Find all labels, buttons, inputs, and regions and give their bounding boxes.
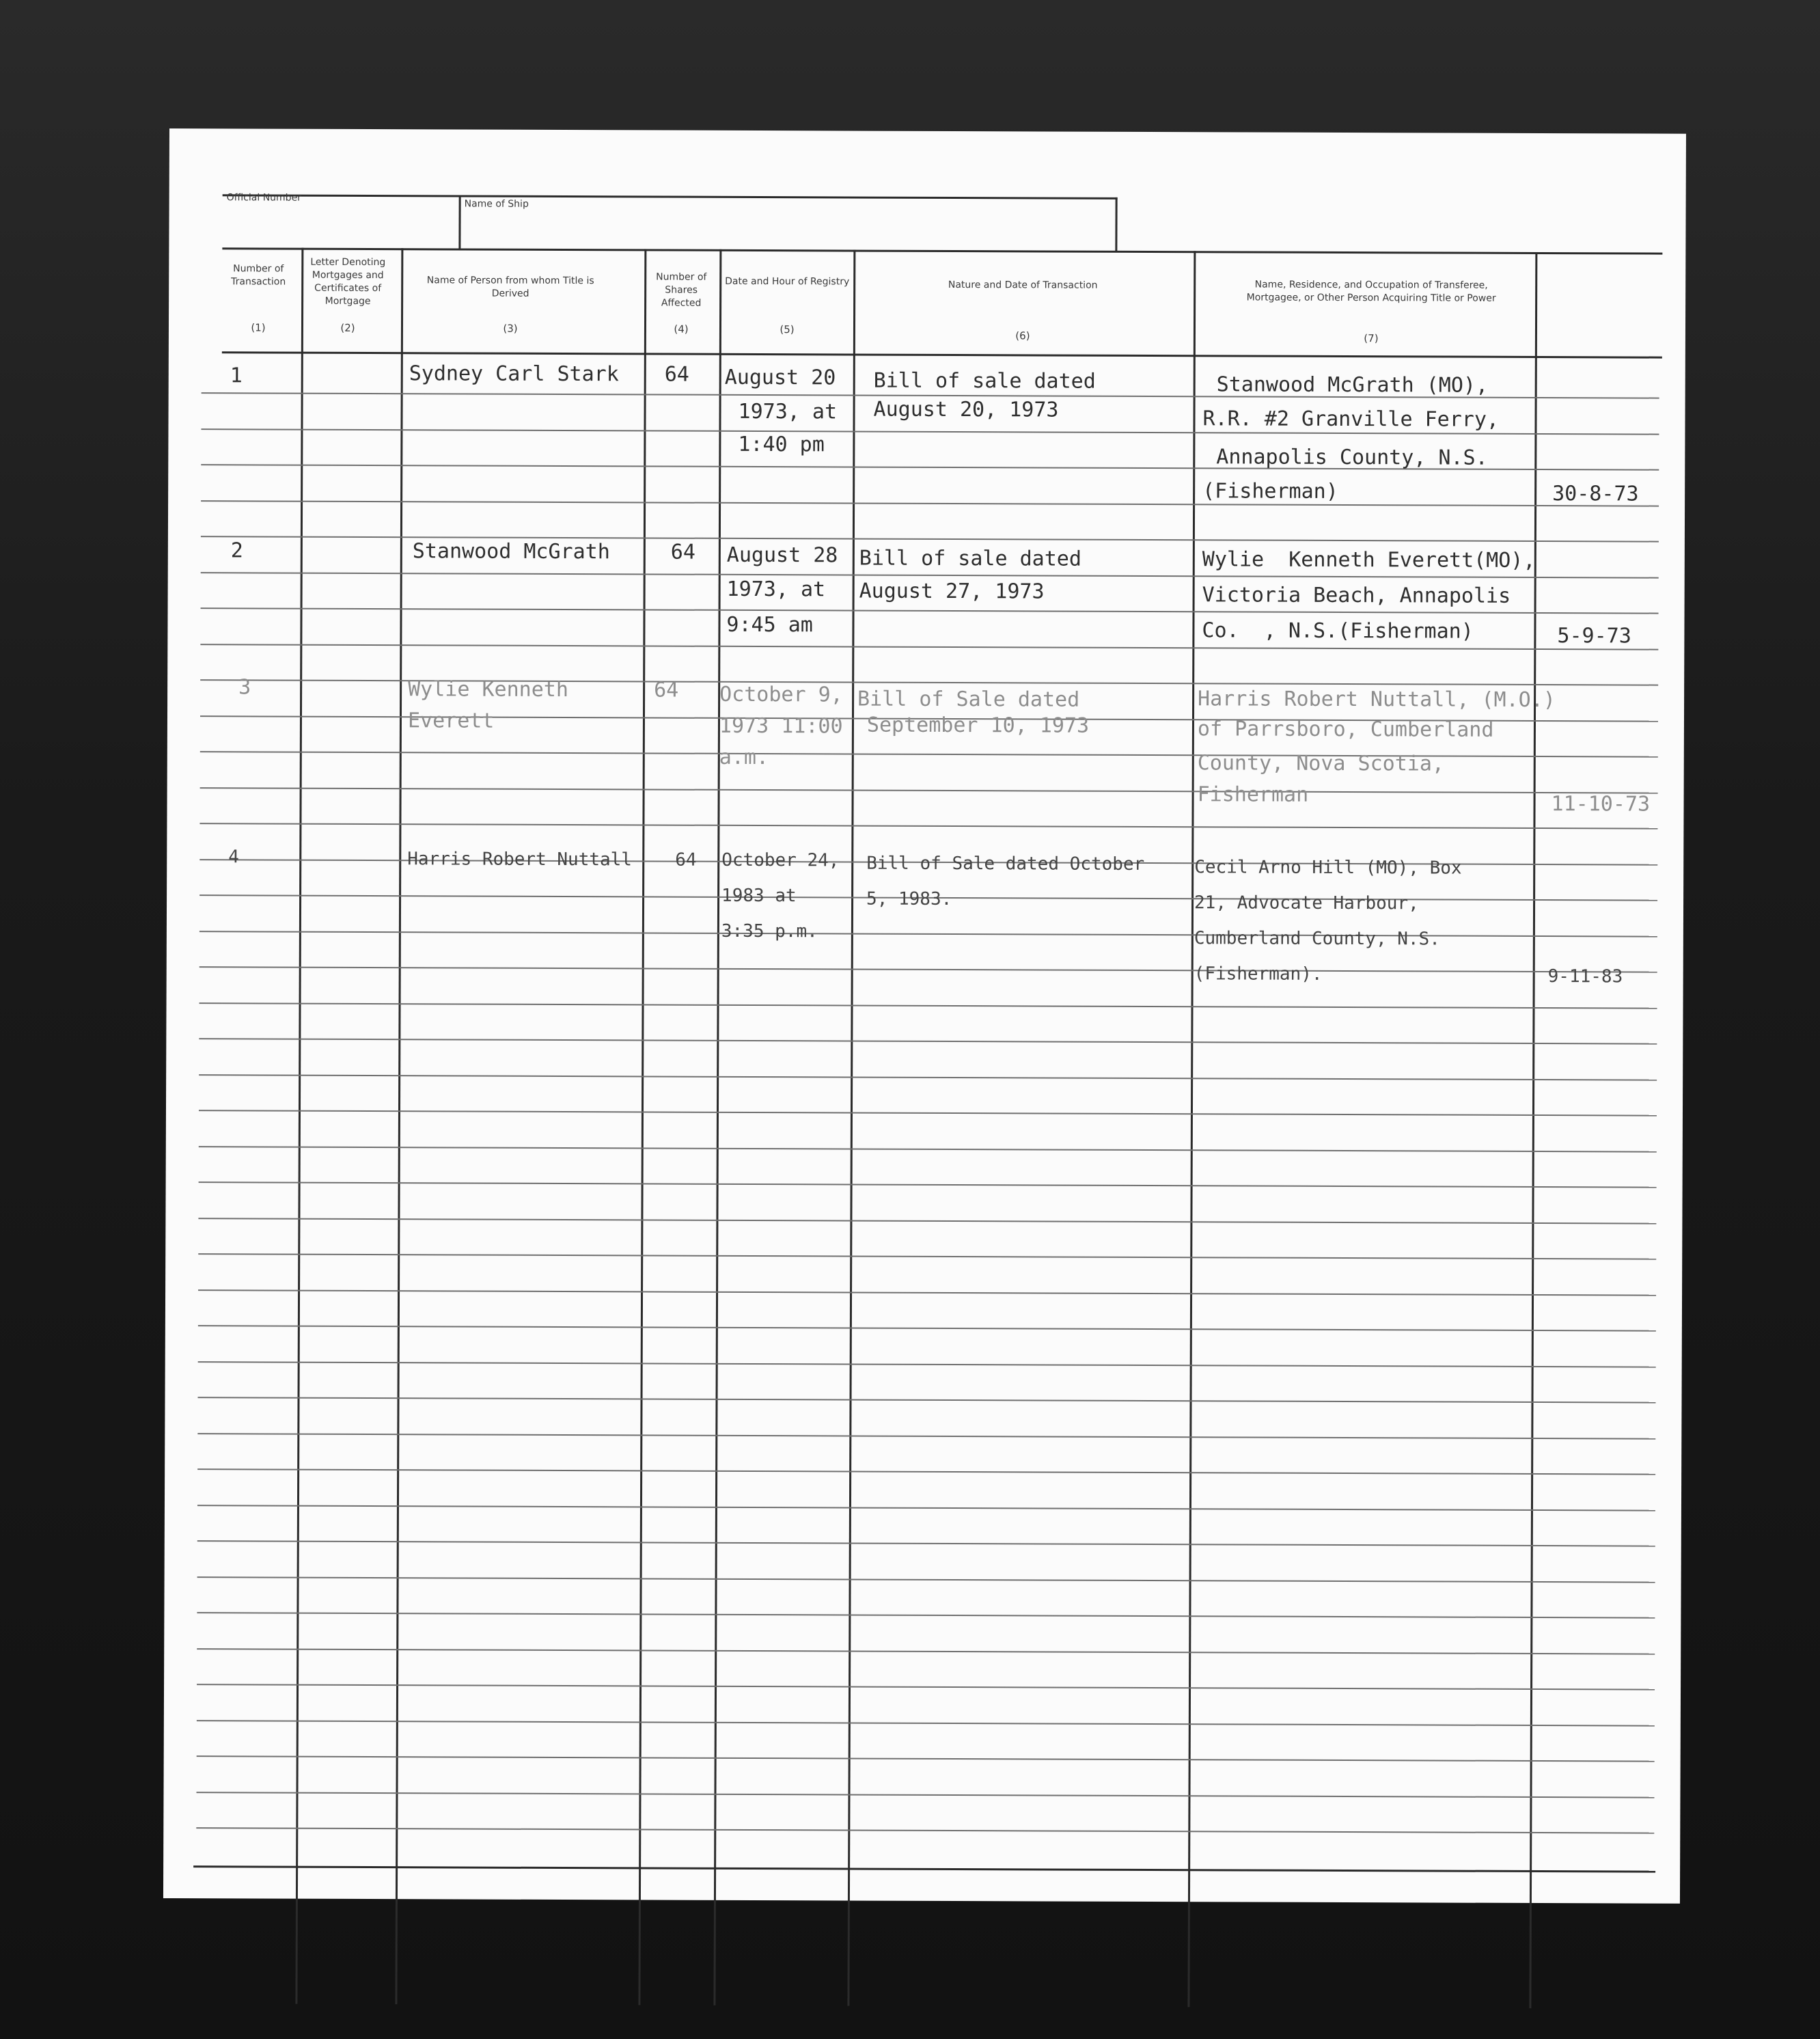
col-rule-3 xyxy=(638,249,646,2005)
entry-from: Stanwood McGrath xyxy=(412,539,610,564)
entry-shares: 64 xyxy=(675,849,697,871)
entry-transferee-line: Wylie Kenneth Everett(MO), xyxy=(1202,547,1536,573)
entry-registry-line: 1973 11:00 xyxy=(719,713,843,739)
entry-registry-line: a.m. xyxy=(719,745,769,770)
ruled-line xyxy=(197,1576,1655,1583)
col4-header: Number of Shares Affected xyxy=(656,271,707,309)
entry-from: Sydney Carl Stark xyxy=(409,361,619,387)
entry-from-line: Wylie Kenneth xyxy=(408,677,569,702)
col2-number: (2) xyxy=(340,321,355,334)
ruled-line xyxy=(199,1002,1657,1009)
entry-transferee-line: Co. , N.S.(Fisherman) xyxy=(1202,618,1474,644)
entry-date: 9-11-83 xyxy=(1547,966,1623,987)
entry-transferee-line: Cumberland County, N.S. xyxy=(1194,928,1440,950)
ruled-line xyxy=(197,1720,1655,1726)
entry-transferee-line: (Fisherman). xyxy=(1194,963,1323,985)
col6-number: (6) xyxy=(1015,329,1030,342)
ruled-line xyxy=(198,1218,1656,1224)
ruled-line xyxy=(197,1684,1655,1690)
col3-header: Name of Person from whom Title is Derived xyxy=(426,275,594,299)
ruled-line xyxy=(196,1827,1654,1833)
entry-registry-line: August 20 xyxy=(724,365,836,390)
official-number-label: Official Number xyxy=(226,192,301,204)
col4-number: (4) xyxy=(674,323,689,336)
entry-nature-line: Bill of Sale dated October xyxy=(866,853,1145,875)
entry-registry-line: 1973, at xyxy=(726,577,826,602)
ruled-line xyxy=(197,1648,1655,1654)
ruled-line xyxy=(199,1074,1657,1080)
entry-shares: 64 xyxy=(670,540,696,564)
col1-number: (1) xyxy=(251,321,266,334)
col7-header: Name, Residence, and Occupation of Transferee, Mortgagee, or Other Person Acquiring Title or Power xyxy=(1246,279,1496,304)
entry-registry-line: 9:45 am xyxy=(726,612,813,638)
register-page xyxy=(163,128,1686,1904)
entry-registry-line: 1:40 pm xyxy=(738,432,825,457)
entry-nature-line: September 10, 1973 xyxy=(866,713,1090,738)
ruled-line xyxy=(197,1612,1655,1618)
entry-nature-line: Bill of sale dated xyxy=(873,368,1096,394)
entry-from: Harris Robert Nuttall xyxy=(407,849,633,871)
entry-number: 3 xyxy=(238,675,251,700)
entry-number: 2 xyxy=(230,538,243,563)
entry-transferee-line: 21, Advocate Harbour, xyxy=(1194,892,1419,914)
entry-number: 4 xyxy=(228,847,239,868)
entry-registry-line: 1973, at xyxy=(738,399,838,424)
header-top-rule xyxy=(222,247,1662,254)
entry-registry-line: 3:35 p.m. xyxy=(721,920,818,942)
col-rule-4 xyxy=(713,249,721,2006)
entry-number: 1 xyxy=(230,364,243,388)
ship-name-label: Name of Ship xyxy=(464,198,529,210)
entry-transferee-line: Annapolis County, N.S. xyxy=(1216,445,1488,470)
ruled-line xyxy=(198,1289,1656,1296)
entry-transferee-line: Fisherman xyxy=(1197,782,1309,807)
entry-nature-line: 5, 1983. xyxy=(866,888,952,910)
ruled-line xyxy=(197,1505,1655,1511)
col1-header: Number of Transaction xyxy=(231,263,286,288)
ship-box-right-rule xyxy=(1115,197,1117,252)
ruled-line xyxy=(199,1038,1657,1044)
entry-date: 5-9-73 xyxy=(1557,624,1631,648)
ruled-line xyxy=(197,1468,1655,1475)
col6-header: Nature and Date of Transaction xyxy=(948,279,1098,291)
ruled-line xyxy=(199,1110,1657,1116)
entry-nature-line: August 20, 1973 xyxy=(873,397,1059,422)
entry-registry-line: August 28 xyxy=(726,543,838,568)
entry-registry-line: October 24, xyxy=(721,849,840,871)
entry-transferee-line: Victoria Beach, Annapolis xyxy=(1202,583,1511,608)
entry-shares: 64 xyxy=(654,678,679,702)
entry-transferee-line: County, Nova Scotia, xyxy=(1197,751,1445,776)
entry-registry-line: 1983 at xyxy=(721,885,797,907)
col7-number: (7) xyxy=(1364,332,1379,345)
ruled-line xyxy=(199,966,1657,972)
ruled-line xyxy=(197,1755,1655,1762)
col3-number: (3) xyxy=(503,322,518,335)
entry-transferee-line: Cecil Arno Hill (MO), Box xyxy=(1194,857,1462,879)
entry-transferee-line: Harris Robert Nuttall, (M.O.) xyxy=(1198,687,1556,713)
col5-header: Date and Hour of Registry xyxy=(725,275,850,288)
entry-transferee-line: Stanwood McGrath (MO), xyxy=(1216,372,1489,398)
col-rule-5 xyxy=(847,249,855,2006)
ruled-line xyxy=(198,1397,1656,1403)
entry-date: 30-8-73 xyxy=(1552,482,1639,506)
ruled-line xyxy=(199,1146,1657,1152)
col-rule-2 xyxy=(395,248,403,2004)
entry-transferee-line: (Fisherman) xyxy=(1202,479,1338,504)
ruled-line xyxy=(200,787,1658,793)
col5-number: (5) xyxy=(780,323,795,336)
col-rule-7 xyxy=(1529,252,1537,2008)
ruled-line xyxy=(201,500,1659,506)
entry-registry-line: October 9, xyxy=(719,682,843,707)
top-box-top-rule xyxy=(223,194,1118,200)
entry-nature-line: Bill of Sale dated xyxy=(857,687,1080,712)
entry-nature-line: Bill of sale dated xyxy=(859,546,1081,571)
col-rule-6 xyxy=(1187,251,1196,2007)
entry-from-line: Everett xyxy=(407,709,495,733)
ruled-line xyxy=(198,1361,1656,1367)
entry-transferee-line: R.R. #2 Granville Ferry, xyxy=(1202,407,1500,432)
ruled-line xyxy=(196,1792,1654,1798)
col2-header: Letter Denoting Mortgages and Certificates of Mortgage xyxy=(310,256,386,307)
entry-shares: 64 xyxy=(664,362,689,387)
bottom-rule xyxy=(193,1865,1655,1872)
ruled-line xyxy=(199,823,1657,829)
col-rule-1 xyxy=(295,248,303,2004)
entry-date: 11-10-73 xyxy=(1551,792,1651,817)
ruled-line xyxy=(197,1433,1655,1439)
entry-transferee-line: of Parrsboro, Cumberland xyxy=(1197,717,1494,742)
ruled-line xyxy=(198,1325,1656,1331)
ship-box-left-rule xyxy=(458,195,460,249)
ruled-line xyxy=(199,1181,1657,1188)
entry-nature-line: August 27, 1973 xyxy=(859,579,1045,604)
ruled-line xyxy=(198,1253,1656,1259)
ruled-line xyxy=(197,1540,1655,1546)
